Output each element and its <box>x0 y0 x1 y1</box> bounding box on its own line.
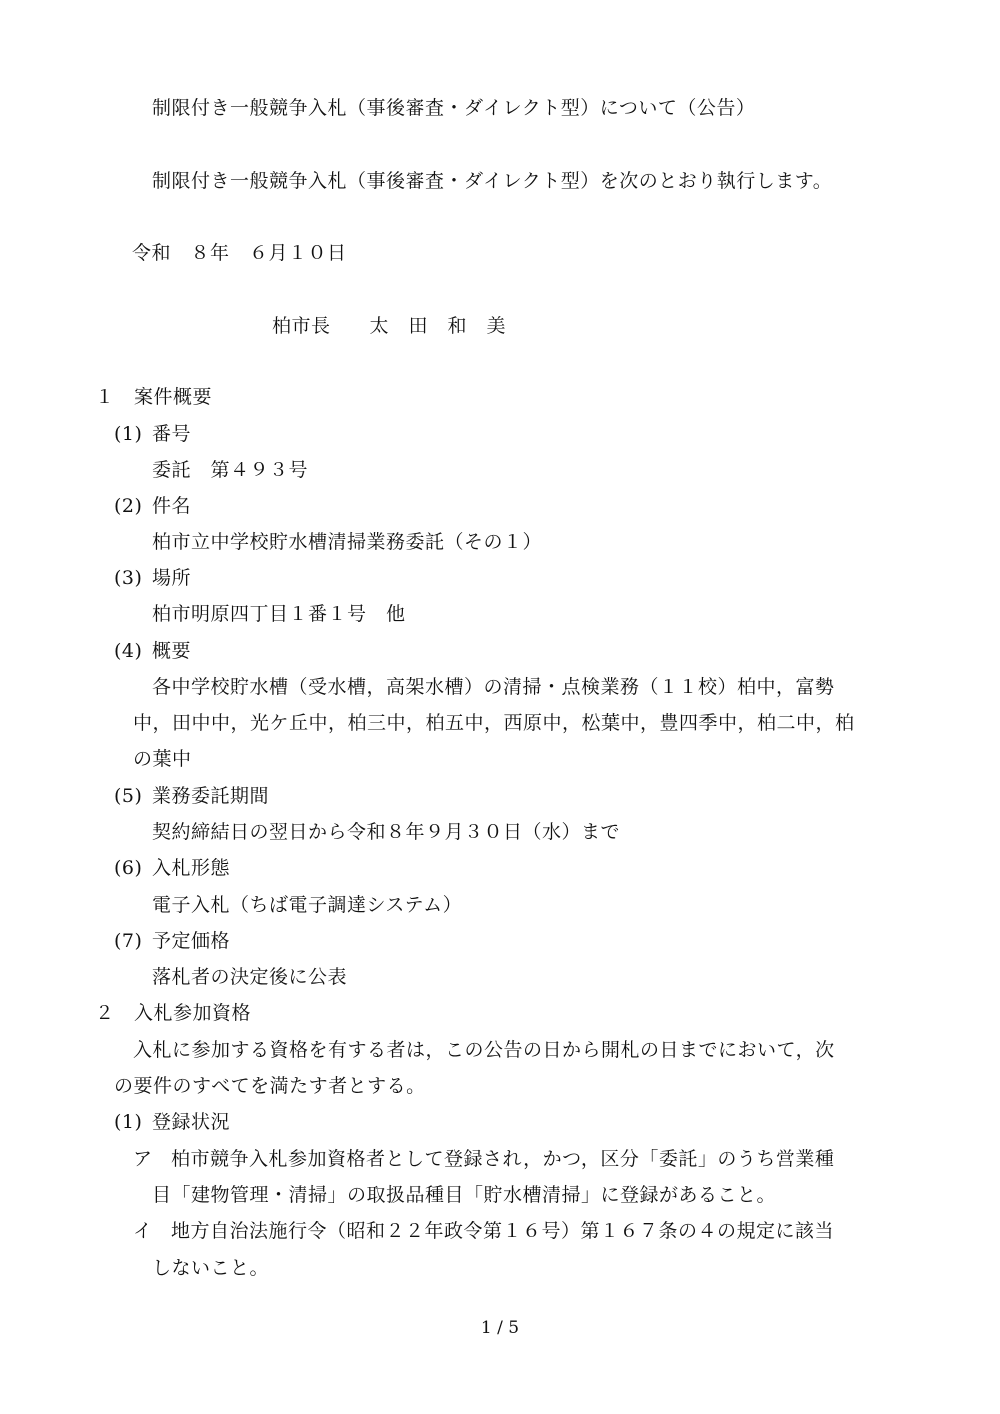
item-label: (5) <box>114 785 143 807</box>
list-mark: イ <box>133 1220 153 1242</box>
item-text: 落札者の決定後に公表 <box>152 966 348 988</box>
page-number: 1 / 5 <box>480 1318 520 1338</box>
item-text: 電子入札（ちば電子調達システム） <box>152 894 463 916</box>
issuer: 柏市長 太 田 和 美 <box>272 315 507 337</box>
item-text: 委託 第４９３号 <box>152 459 309 481</box>
item-text: 各中学校貯水槽（受水槽，高架水槽）の清掃・点検業務（１１校）柏中，富勢 <box>152 676 835 698</box>
item-label: (1) <box>114 1111 143 1133</box>
item-title: 業務委託期間 <box>152 785 270 807</box>
item-label: (2) <box>114 495 143 517</box>
section1-heading: １ 案件概要 <box>95 386 213 408</box>
section2-heading: ２ 入札参加資格 <box>95 1002 252 1024</box>
section2-intro: 入札に参加する資格を有する者は，この公告の日から開札の日までにおいて，次 <box>133 1039 835 1061</box>
item-title: 予定価格 <box>152 930 231 952</box>
list-text: 目「建物管理・清掃」の取扱品種目「貯水槽清掃」に登録があること。 <box>152 1184 777 1206</box>
item-title: 登録状況 <box>152 1111 231 1133</box>
item-label: (1) <box>114 423 143 445</box>
item-text: 契約締結日の翌日から令和８年９月３０日（水）まで <box>152 821 621 843</box>
list-text: しないこと。 <box>152 1257 270 1279</box>
item-title: 番号 <box>152 423 192 445</box>
item-title: 場所 <box>152 567 192 589</box>
item-text: 柏市立中学校貯水槽清掃業務委託（その１） <box>152 531 543 553</box>
item-label: (3) <box>114 567 143 589</box>
item-text: 中，田中中，光ケ丘中，柏三中，柏五中，西原中，松葉中，豊四季中，柏二中，柏 <box>133 712 855 734</box>
item-text: 柏市明原四丁目１番１号 他 <box>152 603 406 625</box>
item-label: (4) <box>114 640 143 662</box>
list-text: 地方自治法施行令（昭和２２年政令第１６号）第１６７条の４の規定に該当 <box>171 1220 835 1242</box>
item-title: 概要 <box>152 640 192 662</box>
item-text: の葉中 <box>133 748 192 770</box>
item-title: 件名 <box>152 495 192 517</box>
section2-intro: の要件のすべてを満たす者とする。 <box>114 1075 426 1097</box>
notice-title: 制限付き一般競争入札（事後審査・ダイレクト型）について（公告） <box>152 97 756 119</box>
list-mark: ア <box>133 1148 153 1170</box>
notice-date: 令和 ８年 ６月１０日 <box>132 242 347 264</box>
item-label: (7) <box>114 930 143 952</box>
intro-text: 制限付き一般競争入札（事後審査・ダイレクト型）を次のとおり執行します。 <box>152 170 833 192</box>
item-title: 入札形態 <box>152 857 231 879</box>
item-label: (6) <box>114 857 143 879</box>
list-text: 柏市競争入札参加資格者として登録され，かつ，区分「委託」のうち営業種 <box>171 1148 835 1170</box>
